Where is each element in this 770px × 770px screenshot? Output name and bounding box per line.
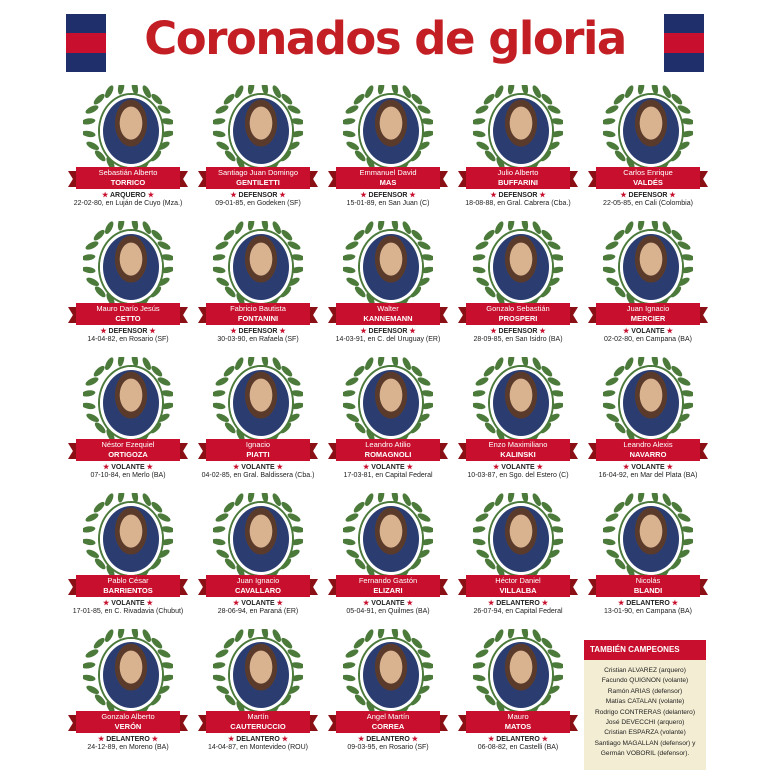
position-label: DELANTERO	[236, 736, 280, 743]
player-card	[584, 85, 712, 220]
player-photo	[100, 95, 162, 167]
player-first-name: Juan Ignacio	[626, 304, 670, 313]
list-item: Cristian ESPARZA (volante)	[604, 729, 686, 737]
player-birth: 30-03-90, en Rafaela (SF)	[217, 336, 299, 343]
player-first-name: Leandro Atilio	[365, 440, 411, 449]
position-label: VOLANTE	[111, 464, 145, 471]
player-card	[584, 493, 712, 628]
player-position: ★ DELANTERO ★	[357, 736, 419, 743]
player-position: ★ DEFENSOR ★	[360, 192, 416, 199]
player-last-name: MAS	[379, 178, 397, 187]
player-photo	[360, 639, 422, 711]
player-position: ★ VOLANTE ★	[363, 600, 413, 607]
name-banner	[198, 575, 318, 597]
player-last-name: BUFFARINI	[498, 178, 538, 187]
position-label: VOLANTE	[371, 600, 405, 607]
player-position: ★ DELANTERO ★	[97, 736, 159, 743]
club-flag-left	[66, 14, 106, 72]
player-last-name: FONTANINI	[237, 314, 279, 323]
also-champions-box	[584, 640, 706, 770]
player-first-name: Martín	[247, 712, 269, 721]
list-item: Cristian ALVAREZ (arquero)	[604, 667, 686, 674]
name-banner	[458, 167, 578, 189]
position-label: DEFENSOR	[368, 328, 408, 335]
player-card	[64, 85, 192, 220]
position-label: DEFENSOR	[368, 192, 408, 199]
position-label: DELANTERO	[626, 600, 670, 607]
player-first-name: Sebastián Alberto	[98, 168, 158, 177]
name-banner	[588, 303, 708, 325]
name-banner	[198, 303, 318, 325]
player-position: ★ DEFENSOR ★	[360, 328, 416, 335]
player-last-name: VILLALBA	[499, 586, 537, 595]
player-photo	[230, 639, 292, 711]
name-banner	[68, 575, 188, 597]
player-first-name: Julio Alberto	[497, 168, 539, 177]
player-position: ★ VOLANTE ★	[363, 464, 413, 471]
player-last-name: CAVALLARO	[235, 586, 281, 595]
player-first-name: Santiago Juan Domingo	[217, 168, 299, 177]
player-birth: 06-08-82, en Castelli (BA)	[477, 744, 559, 751]
player-position: ★ DELANTERO ★	[487, 600, 549, 607]
position-label: VOLANTE	[241, 464, 275, 471]
player-last-name: BLANDI	[633, 586, 663, 595]
position-label: VOLANTE	[631, 328, 665, 335]
player-card	[584, 221, 712, 356]
position-label: DEFENSOR	[498, 328, 538, 335]
player-birth: 15-01-89, en San Juan (C)	[346, 200, 430, 207]
page-title: Coronados de gloria	[144, 12, 626, 65]
player-photo	[620, 503, 682, 575]
position-label: VOLANTE	[501, 464, 535, 471]
position-label: VOLANTE	[241, 600, 275, 607]
name-banner	[458, 711, 578, 733]
player-card	[454, 493, 582, 628]
player-birth: 24-12-89, en Moreno (BA)	[87, 744, 169, 751]
position-label: VOLANTE	[631, 464, 665, 471]
player-first-name: Ignacio	[245, 440, 271, 449]
player-position: ★ VOLANTE ★	[233, 464, 283, 471]
player-first-name: Néstor Ezequiel	[101, 440, 155, 449]
list-item: Rodrigo CONTRERAS (delantero)	[594, 708, 696, 716]
position-label: DELANTERO	[496, 736, 540, 743]
player-first-name: Gonzalo Alberto	[101, 712, 155, 721]
player-last-name: GENTILETTI	[236, 178, 280, 187]
player-position: ★ DEFENSOR ★	[490, 192, 546, 199]
player-first-name: Walter	[377, 304, 399, 313]
player-card	[64, 221, 192, 356]
player-photo	[620, 95, 682, 167]
list-item: José DEVECCHI (arquero)	[605, 719, 685, 727]
player-last-name: PROSPERI	[498, 314, 538, 323]
player-last-name: KANNEMANN	[363, 314, 413, 323]
player-position: ★ VOLANTE ★	[233, 600, 283, 607]
player-photo	[360, 503, 422, 575]
name-banner	[328, 711, 448, 733]
player-last-name: VALDÉS	[633, 178, 663, 187]
player-photo	[230, 503, 292, 575]
player-last-name: NAVARRO	[629, 450, 667, 459]
player-position: ★ DEFENSOR ★	[230, 328, 286, 335]
list-item: Facundo QUIGNON (volante)	[601, 677, 689, 685]
player-birth: 02-02-80, en Campana (BA)	[604, 336, 692, 343]
player-last-name: KALINSKI	[500, 450, 536, 459]
list-item: Ramón ARIAS (defensor)	[607, 687, 683, 695]
list-item: Santiago MAGALLAN (defensor) y	[594, 739, 696, 747]
player-last-name: MERCIER	[630, 314, 666, 323]
position-label: DEFENSOR	[238, 192, 278, 199]
player-photo	[100, 231, 162, 303]
player-last-name: CORREA	[371, 722, 405, 731]
list-item: Matías CATALAN (volante)	[605, 698, 685, 706]
player-position: ★ DEFENSOR ★	[230, 192, 286, 199]
name-banner	[458, 303, 578, 325]
player-birth: 22-02-80, en Luján de Cuyo (Mza.)	[73, 200, 183, 207]
name-banner	[198, 439, 318, 461]
player-photo	[100, 503, 162, 575]
player-birth: 17-03-81, en Capital Federal	[343, 472, 433, 479]
name-banner	[68, 439, 188, 461]
player-birth: 14-04-87, en Montevideo (ROU)	[208, 744, 308, 751]
player-position: ★ DEFENSOR ★	[620, 192, 676, 199]
player-last-name: CAUTERUCCIO	[230, 722, 286, 731]
player-photo	[230, 231, 292, 303]
player-photo	[100, 367, 162, 439]
also-champions-list	[584, 666, 706, 760]
player-position: ★ DELANTERO ★	[617, 600, 679, 607]
name-banner	[328, 303, 448, 325]
name-banner	[328, 167, 448, 189]
player-first-name: Carlos Enrique	[623, 168, 673, 177]
position-label: DELANTERO	[106, 736, 150, 743]
player-birth: 10-03-87, en Sgo. del Estero (C)	[467, 472, 569, 479]
player-position: ★ VOLANTE ★	[493, 464, 543, 471]
player-position: ★ DELANTERO ★	[487, 736, 549, 743]
position-label: DELANTERO	[496, 600, 540, 607]
player-first-name: Mauro	[507, 712, 529, 721]
player-birth: 26-07-94, en Capital Federal	[473, 608, 563, 615]
player-photo	[100, 639, 162, 711]
list-item: Germán VOBORIL (defensor).	[600, 750, 690, 758]
player-position: ★ ARQUERO ★	[102, 192, 154, 199]
player-last-name: ELIZARI	[373, 586, 403, 595]
name-banner	[68, 303, 188, 325]
name-banner	[328, 439, 448, 461]
player-card	[194, 493, 322, 628]
player-first-name: Fabricio Bautista	[230, 304, 286, 313]
player-photo	[620, 367, 682, 439]
player-birth: 14-04-82, en Rosario (SF)	[87, 336, 169, 343]
player-birth: 04-02-85, en Gral. Baldissera (Cba.)	[201, 472, 315, 479]
player-last-name: MATOS	[504, 722, 532, 731]
player-photo	[360, 367, 422, 439]
player-photo	[490, 231, 552, 303]
name-banner	[458, 439, 578, 461]
player-photo	[230, 95, 292, 167]
player-position: ★ VOLANTE ★	[103, 600, 153, 607]
player-first-name: Gonzalo Sebastián	[486, 304, 550, 313]
player-card	[454, 629, 582, 764]
position-label: ARQUERO	[109, 192, 146, 199]
player-birth: 22-05-85, en Cali (Colombia)	[603, 200, 693, 207]
player-card	[454, 221, 582, 356]
player-card	[194, 629, 322, 764]
name-banner	[588, 575, 708, 597]
player-photo	[490, 95, 552, 167]
name-banner	[68, 167, 188, 189]
player-last-name: ORTIGOZA	[108, 450, 148, 459]
position-label: VOLANTE	[111, 600, 145, 607]
player-card	[324, 629, 452, 764]
player-last-name: CETTO	[115, 314, 141, 323]
player-last-name: TORRICO	[110, 178, 146, 187]
player-birth: 09-01-85, en Godeken (SF)	[215, 200, 301, 207]
player-card	[64, 357, 192, 492]
player-card	[64, 629, 192, 764]
player-birth: 16-04-92, en Mar del Plata (BA)	[598, 472, 698, 479]
name-banner	[68, 711, 188, 733]
position-label: VOLANTE	[371, 464, 405, 471]
player-birth: 14-03-91, en C. del Uruguay (ER)	[335, 336, 441, 343]
player-first-name: Leandro Alexis	[623, 440, 673, 449]
position-label: DELANTERO	[366, 736, 410, 743]
player-birth: 28-09-85, en San Isidro (BA)	[473, 336, 563, 343]
player-first-name: Juan Ignacio	[236, 576, 280, 585]
player-first-name: Nicolás	[635, 576, 661, 585]
name-banner	[198, 711, 318, 733]
player-birth: 07-10-84, en Merlo (BA)	[90, 472, 166, 479]
player-position: ★ VOLANTE ★	[623, 464, 673, 471]
player-photo	[620, 231, 682, 303]
position-label: DEFENSOR	[628, 192, 668, 199]
player-last-name: VERÓN	[114, 722, 142, 731]
player-position: ★ DEFENSOR ★	[490, 328, 546, 335]
player-photo	[490, 503, 552, 575]
player-birth: 09-03-95, en Rosario (SF)	[347, 744, 429, 751]
player-position: ★ DELANTERO ★	[227, 736, 289, 743]
player-card	[64, 493, 192, 628]
name-banner	[198, 167, 318, 189]
player-photo	[360, 95, 422, 167]
player-card	[324, 85, 452, 220]
player-first-name: Fernando Gastón	[358, 576, 418, 585]
player-last-name: ROMAGNOLI	[364, 450, 412, 459]
player-photo	[230, 367, 292, 439]
player-card	[194, 221, 322, 356]
player-photo	[360, 231, 422, 303]
player-position: ★ VOLANTE ★	[103, 464, 153, 471]
club-flag-right	[664, 14, 704, 72]
player-card	[324, 493, 452, 628]
player-first-name: Emmanuel David	[359, 168, 417, 177]
player-birth: 05-04-91, en Quilmes (BA)	[346, 608, 430, 615]
player-first-name: Pablo César	[107, 576, 149, 585]
name-banner	[588, 439, 708, 461]
position-label: DEFENSOR	[498, 192, 538, 199]
player-first-name: Mauro Darío Jesús	[96, 304, 160, 313]
player-first-name: Héctor Daniel	[495, 576, 541, 585]
also-champions-heading: TAMBIÉN CAMPEONES	[584, 640, 706, 660]
player-card	[324, 221, 452, 356]
name-banner	[328, 575, 448, 597]
player-card	[324, 357, 452, 492]
player-card	[584, 357, 712, 492]
player-last-name: PIATTI	[246, 450, 270, 459]
player-photo	[490, 367, 552, 439]
player-card	[194, 85, 322, 220]
player-position: ★ DEFENSOR ★	[100, 328, 156, 335]
player-last-name: BARRIENTOS	[103, 586, 153, 595]
player-card	[454, 357, 582, 492]
player-card	[454, 85, 582, 220]
player-position: ★ VOLANTE ★	[623, 328, 673, 335]
position-label: DEFENSOR	[238, 328, 278, 335]
name-banner	[458, 575, 578, 597]
player-first-name: Angel Martín	[366, 712, 410, 721]
player-birth: 28-06-94, en Paraná (ER)	[217, 608, 299, 615]
position-label: DEFENSOR	[108, 328, 148, 335]
player-card	[194, 357, 322, 492]
player-birth: 13-01-90, en Campana (BA)	[604, 608, 692, 615]
player-birth: 17-01-85, en C. Rivadavia (Chubut)	[72, 608, 184, 615]
name-banner	[588, 167, 708, 189]
player-birth: 18-08-88, en Gral. Cabrera (Cba.)	[465, 200, 571, 207]
player-first-name: Enzo Maximiliano	[488, 440, 548, 449]
player-photo	[490, 639, 552, 711]
